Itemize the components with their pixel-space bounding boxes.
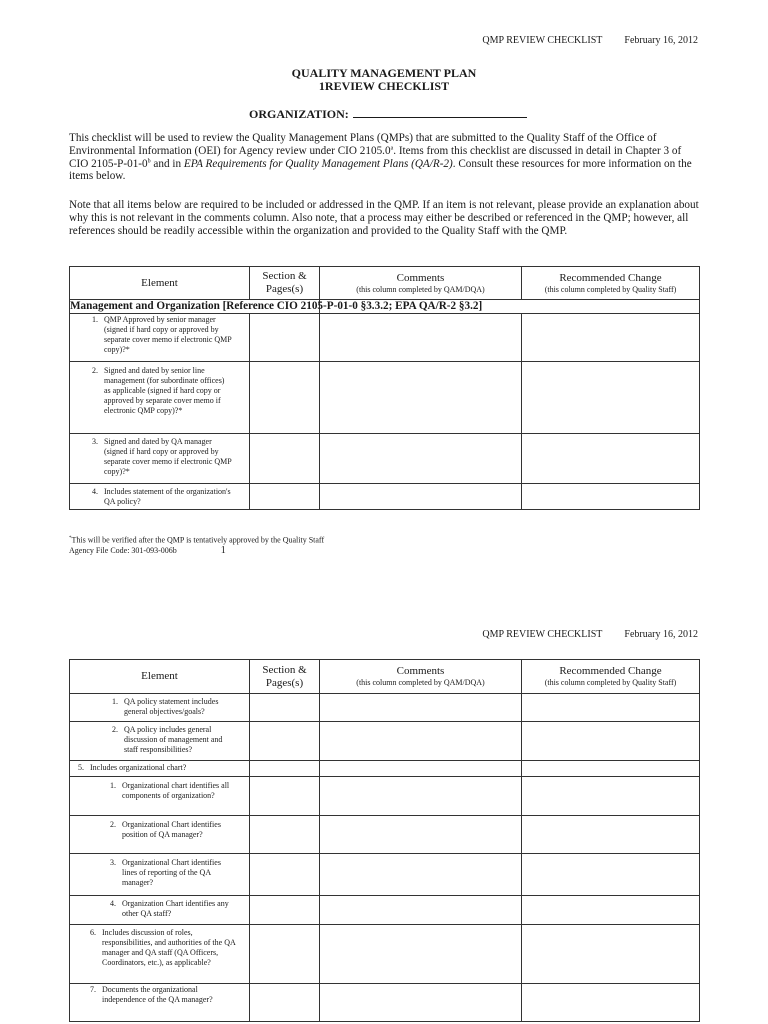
page-number: 1 [220,545,226,556]
footnote: *This will be verified after the QMP is tentatively approved by the Quality Staff [69,535,325,545]
item-text: QMP Approved by senior manager (signed if hard copy or approved by separate cover memo if electronic QMP copy)?* [104,315,232,354]
recommended-change-cell[interactable] [522,816,700,854]
table-row: 2. QA policy includes general discussion of management and staff responsibilities? [70,722,700,761]
section-heading: Management and Organization [Reference CIO 2105-P-01-0 §3.3.2; EPA QA/R-2 §3.2] [70,300,483,312]
table-row: 4. Includes statement of the organization's QA policy? [70,484,700,510]
section-pages-cell[interactable] [250,722,320,761]
comments-cell[interactable] [320,484,522,510]
column-header-element: Element [70,660,250,694]
intro-text-c: and in [150,157,184,170]
doc-date: February 16, 2012 [624,35,698,46]
recommended-change-cell[interactable] [522,761,700,777]
column-header-comments: Comments (this column completed by QAM/DQA) [320,267,522,300]
item-text: Organizational chart identifies all components of organization? [122,781,230,800]
section-pages-cell[interactable] [250,896,320,925]
file-code: Agency File Code: 301-093-006b [69,546,177,555]
table-row: 6. Includes discussion of roles, responsibilities, and authorities of the QA manager and QA staff (QA Officers, Coordinators, etc.), as applicable? [70,925,700,984]
table-row: 1. QA policy statement includes general objectives/goals? [70,694,700,722]
checklist-table-page2 [69,659,700,1022]
section-pages-cell[interactable] [250,694,320,722]
recommended-change-cell[interactable] [522,694,700,722]
section-pages-cell[interactable] [250,854,320,896]
doc-title: QMP REVIEW CHECKLIST [482,35,603,46]
item-text: Documents the organizational independence of the QA manager? [102,985,213,1004]
recommended-change-cell[interactable] [522,434,700,484]
intro-text-a: This checklist will be used to review the Quality Management Plans (QMPs) that are submitted to the Quality Staff of the Office of Environmental Information (OEI) for Agency review under CIO 2105.0 [69,132,657,157]
item-text: Includes statement of the organization's QA policy? [104,487,231,506]
table-row: 2. Organizational Chart identifies position of QA manager? [70,816,700,854]
column-header-section: Section & Pages(s) [250,660,320,694]
organization-blank-line [353,106,527,118]
table-row: 7. Documents the organizational independence of the QA manager? [70,984,700,1022]
column-header-comments: Comments (this column completed by QAM/DQA) [320,660,522,694]
recommended-change-cell[interactable] [522,896,700,925]
table-row: 1. QMP Approved by senior manager (signed if hard copy or approved by separate cover memo if electronic QMP copy)?* [70,314,700,362]
page-header [482,35,698,46]
item-text: QA policy includes general discussion of management and staff responsibilities? [124,725,223,754]
note-paragraph: Note that all items below are required to be included or addressed in the QMP. If an item is not relevant, please provide an explanation about why this is not relevant in the comments column. Also note, that a process may either be described or referenced in the QMP; however, all references should be readily accessible within the organization and provided to the Quality Staff with the QMP. [69,199,699,237]
section-pages-cell[interactable] [250,777,320,816]
section-pages-cell[interactable] [250,984,320,1022]
section-pages-cell[interactable] [250,484,320,510]
section-pages-cell[interactable] [250,761,320,777]
comments-cell[interactable] [320,984,522,1022]
intro-reference-title: EPA Requirements for Quality Management Plans (QA/R-2) [183,157,453,170]
item-text: Organizational Chart identifies lines of reporting of the QA manager? [122,858,221,887]
recommended-change-cell[interactable] [522,854,700,896]
section-pages-cell[interactable] [250,314,320,362]
section-pages-cell[interactable] [250,434,320,484]
comments-cell[interactable] [320,925,522,984]
comments-cell[interactable] [320,694,522,722]
section-pages-cell[interactable] [250,925,320,984]
table-row: 3. Signed and dated by QA manager (signed if hard copy or approved by separate cover memo if electronic QMP copy)?* [70,434,700,484]
comments-cell[interactable] [320,816,522,854]
comments-cell[interactable] [320,314,522,362]
table-row: 1. Organizational chart identifies all components of organization? [70,777,700,816]
footnote-marker-a: a [390,145,394,152]
recommended-change-cell[interactable] [522,722,700,761]
table-row: 3. Organizational Chart identifies lines of reporting of the QA manager? [70,854,700,896]
item-text: QA policy statement includes general objectives/goals? [124,697,219,716]
comments-cell[interactable] [320,362,522,434]
column-header-change: Recommended Change (this column completed by Quality Staff) [522,660,700,694]
recommended-change-cell[interactable] [522,362,700,434]
item-text: Organizational Chart identifies position of QA manager? [122,820,221,839]
organization-field [249,106,527,122]
page2-header [482,629,698,640]
column-header-section: Section & Pages(s) [250,267,320,300]
section-pages-cell[interactable] [250,816,320,854]
recommended-change-cell[interactable] [522,984,700,1022]
organization-label: ORGANIZATION: [249,107,349,121]
footnote-marker-b: b [147,157,151,164]
intro-text-d: . Consult these resources for more information on the items below. [69,157,692,183]
comments-cell[interactable] [320,854,522,896]
comments-cell[interactable] [320,896,522,925]
item-text: Signed and dated by senior line management (for subordinate offices) as applicable (signed if hard copy or approved by separate cover memo if electronic QMP copy)?* [104,366,225,415]
intro-text-b: . Items from this checklist are discussed in detail in Chapter 3 of CIO 2105-P-01-0 [69,144,682,170]
doc-date: February 16, 2012 [624,629,698,640]
recommended-change-cell[interactable] [522,314,700,362]
doc-title: QMP REVIEW CHECKLIST [482,629,603,640]
intro-paragraph [69,132,701,183]
table-row: 2. Signed and dated by senior line management (for subordinate offices) as applicable (signed if hard copy or approved by separate cover memo if electronic QMP copy)?* [70,362,700,434]
section-pages-cell[interactable] [250,362,320,434]
recommended-change-cell[interactable] [522,925,700,984]
recommended-change-cell[interactable] [522,484,700,510]
recommended-change-cell[interactable] [522,777,700,816]
checklist-table-page1 [69,266,700,510]
comments-cell[interactable] [320,777,522,816]
file-code-line [69,545,226,556]
item-text: Includes discussion of roles, responsibilities, and authorities of the QA manager and QA staff (QA Officers, Coordinators, etc.), as applicable? [102,928,236,967]
item-text: Organization Chart identifies any other QA staff? [122,899,229,918]
table-row: 4. Organization Chart identifies any other QA staff? [70,896,700,925]
column-header-element: Element [70,267,250,300]
comments-cell[interactable] [320,722,522,761]
page-subtitle: 1REVIEW CHECKLIST [318,79,450,93]
column-header-change: Recommended Change (this column completed by Quality Staff) [522,267,700,300]
item-text: Signed and dated by QA manager (signed if hard copy or approved by separate cover memo if electronic QMP copy)?* [104,437,232,476]
comments-cell[interactable] [320,761,522,777]
comments-cell[interactable] [320,434,522,484]
table-row: 5. Includes organizational chart? [70,761,700,777]
page-title: QUALITY MANAGEMENT PLAN [291,66,477,80]
item-text: Includes organizational chart? [90,763,187,772]
